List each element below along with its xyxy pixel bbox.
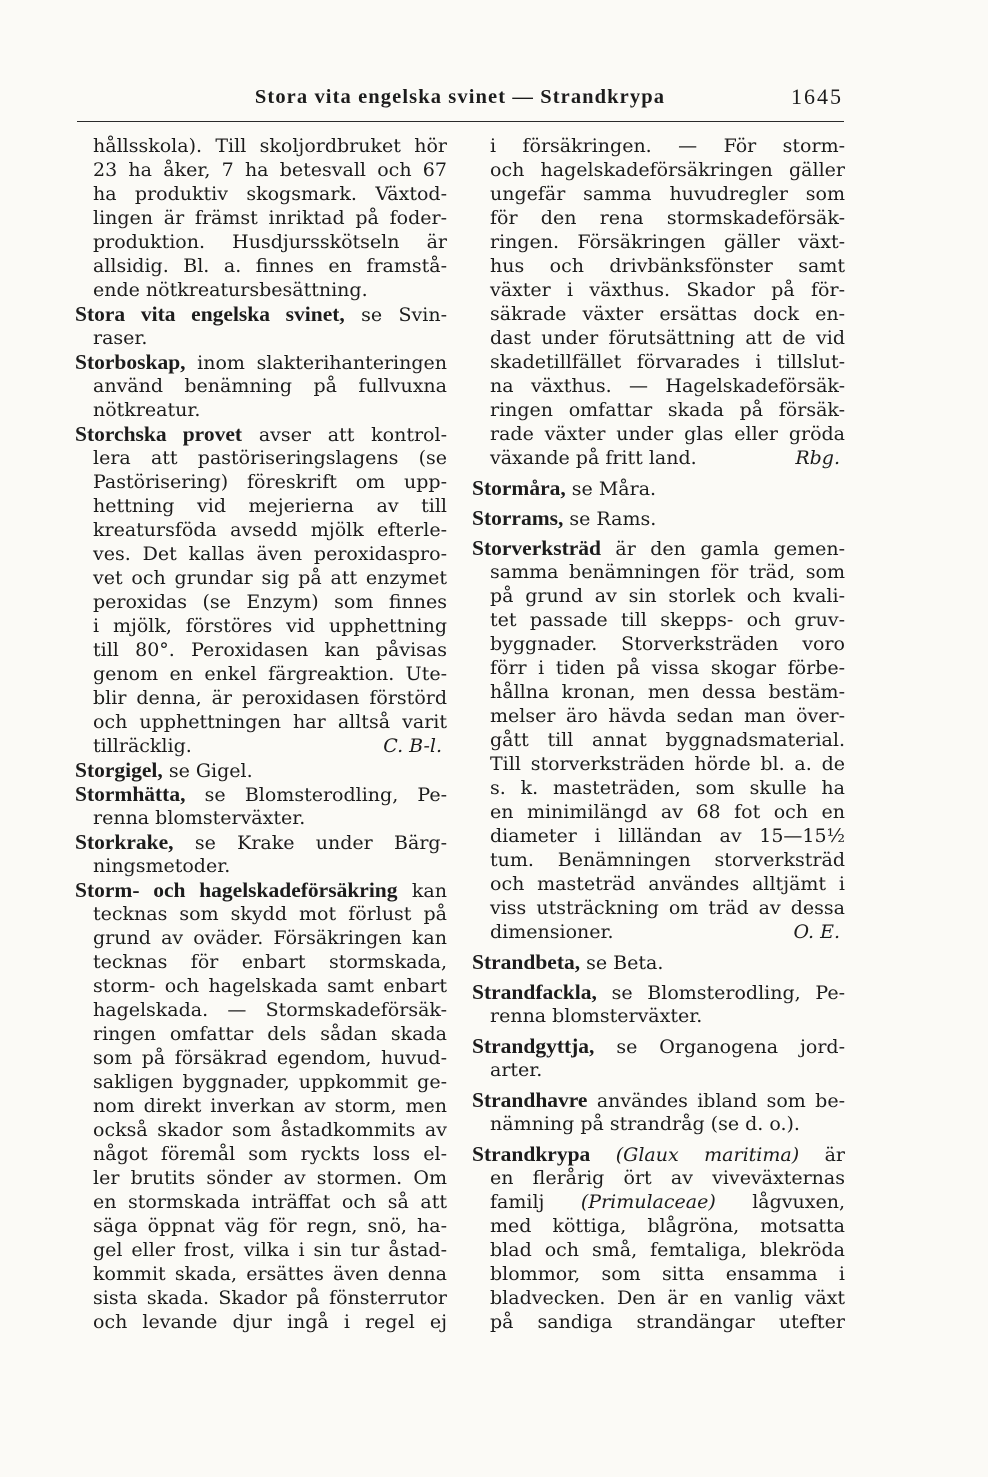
text-segment: se Rams. [563, 508, 657, 530]
text-line: vet och grundar sig på att enzymet [93, 567, 447, 589]
text-line [75, 782, 447, 806]
author-signature: C. B-l. [383, 735, 442, 757]
left-column [75, 134, 447, 1334]
headword: Strandkrypa [472, 1142, 591, 1166]
latin-name: (Primulaceae) [580, 1191, 716, 1213]
author-signature: O. E. [793, 921, 840, 943]
text-line: ringen omfattar skada på försäk- [490, 399, 845, 421]
running-head [75, 84, 845, 110]
text-line: rade växter under glas eller gröda [490, 423, 845, 445]
text-line: tum. Benämningen storverksträd [490, 849, 845, 871]
header-rule [77, 121, 844, 122]
text-line: 23 ha åker, 7 ha betesvall och 67 [93, 159, 447, 181]
text-segment: kan [397, 880, 447, 902]
text-line: hus och drivbänksfönster samt [490, 255, 845, 277]
text-segment: avser att kontrol- [242, 424, 447, 446]
text-line: kreatursföda avsedd mjölk efterle- [93, 519, 447, 541]
text-line: växter i växthus. Skador på för- [490, 279, 845, 301]
text-line: i försäkringen. — För storm- [490, 135, 845, 157]
text-line: lingen är främst inriktad på foder- [93, 207, 447, 229]
text-line [472, 506, 845, 530]
text-line: tecknas som skydd mot förlust på [93, 903, 447, 925]
text-line [472, 950, 845, 974]
text-segment: användes ibland som be- [587, 1090, 845, 1112]
text-line: blir denna, är peroxidasen förstörd [93, 687, 447, 709]
text-line: genom en enkel färgreaktion. Ute- [93, 663, 447, 685]
text-segment: är den gamla gemen- [600, 538, 845, 560]
text-line: storm- och hagelskada samt enbart [93, 975, 447, 997]
text-line [75, 422, 447, 446]
text-segment: se Måra. [565, 478, 657, 500]
headword: Storchska provet [75, 422, 243, 446]
headword: Stormhätta, [75, 782, 186, 806]
text-line: något föremål som ryckts loss el- [93, 1143, 447, 1165]
text-segment: växande på fritt land. [490, 447, 697, 469]
text-line [75, 734, 447, 758]
text-line: hållna kronan, men dessa bestäm- [490, 681, 845, 703]
text-line: ves. Det kallas även peroxidaspro- [93, 543, 447, 565]
headword: Stormåra, [472, 476, 566, 500]
text-line: gel eller frost, vilka i sin tur åstad- [93, 1239, 447, 1261]
headword: Strandgyttja, [472, 1034, 595, 1058]
text-line: ningsmetoder. [93, 855, 231, 877]
headword: Storgigel, [75, 758, 163, 782]
text-line: som på försäkrad egendom, huvud- [93, 1047, 447, 1069]
text-line [75, 758, 447, 782]
text-line: diameter i lilländan av 15—15½ [490, 825, 845, 847]
text-line: arter. [490, 1059, 543, 1081]
headword: Storboskap, [75, 350, 186, 374]
right-column [472, 134, 845, 1334]
text-line: och hagelskadeförsäkringen gäller [490, 159, 845, 181]
text-line: gått till annat byggnadsmaterial. [490, 729, 845, 751]
text-line: och levande djur ingå i regel ej [93, 1311, 447, 1333]
text-segment: se Beta. [580, 952, 664, 974]
author-signature: Rbg. [795, 447, 840, 469]
text-line: ler brutits sönder av stormen. Om [93, 1167, 447, 1189]
dictionary-entry [75, 758, 447, 782]
dictionary-entry [472, 1034, 845, 1082]
text-line: tet passade till skepps- och gruv- [490, 609, 845, 631]
text-line: en minimilängd av 68 fot och en [490, 801, 845, 823]
text-line: Till storverksträden hörde bl. a. de [490, 753, 845, 775]
latin-name: (Glaux maritima) [590, 1144, 800, 1166]
text-line [75, 878, 447, 902]
text-line: samma benämningen för träd, som [490, 561, 845, 583]
text-line [472, 920, 845, 944]
text-line: peroxidas (se Enzym) som finnes [93, 591, 447, 613]
dictionary-entry [472, 134, 845, 470]
text-line [472, 446, 845, 470]
text-line: sakligen byggnader, uppkommit ge- [93, 1071, 447, 1093]
text-segment: se Krake under Bärg- [173, 832, 447, 854]
dictionary-entry [472, 476, 845, 500]
dictionary-entry [472, 980, 845, 1028]
text-line: till 80°. Peroxidasen kan påvisas [93, 639, 447, 661]
headword: Strandhavre [472, 1088, 588, 1112]
text-line [472, 476, 845, 500]
text-line: också skador som åstadkommits av [93, 1119, 447, 1141]
text-line: blommor, som sitta ensamma i [490, 1263, 845, 1285]
text-line [472, 1190, 845, 1214]
text-line: renna blomsterväxter. [93, 807, 306, 829]
page-number: 1645 [791, 84, 843, 109]
text-line: blad och små, femtaliga, blekröda [490, 1239, 845, 1261]
text-line: lera att pastöriseringslagens (se [93, 447, 447, 469]
text-line: och upphettningen har alltså varit [93, 711, 447, 733]
text-line: nom direkt inverkan av storm, men [93, 1095, 447, 1117]
text-line: bladvecken. Den är en vanlig växt [490, 1287, 845, 1309]
text-line [472, 980, 845, 1004]
text-line: en stormskada inträffat och så att [93, 1191, 447, 1213]
text-line: i mjölk, förstöres vid upphettning [93, 615, 447, 637]
text-line: na växthus. — Hagelskadeförsäk- [490, 375, 845, 397]
text-line: sista skada. Skador på fönsterrutor [93, 1287, 447, 1309]
running-head-title: Stora vita engelska svinet — Strandkrypa [254, 86, 666, 108]
text-line: ende nötkreatursbesättning. [93, 279, 368, 301]
text-segment: dimensioner. [490, 921, 614, 943]
dictionary-entry [75, 830, 447, 878]
text-line [472, 1142, 845, 1166]
text-line: hållsskola). Till skoljordbruket hör [93, 135, 447, 157]
text-line: s. k. masteträden, som skulle ha [490, 777, 845, 799]
text-line [75, 830, 447, 854]
text-line: förr i tiden på vissa skogar förbe- [490, 657, 845, 679]
text-segment: inom slakterihanteringen [185, 352, 447, 374]
text-line: för den rena stormskadeförsäk- [490, 207, 845, 229]
text-segment: se Blomsterodling, Pe- [185, 784, 447, 806]
text-line: på grund av sin storlek och kvali- [490, 585, 845, 607]
text-line: produktion. Husdjursskötseln är [93, 231, 447, 253]
dictionary-entry [472, 1088, 845, 1136]
dictionary-entry [472, 1142, 845, 1334]
text-line: ringen omfattar dels sådan skada [93, 1023, 447, 1045]
headword: Storrams, [472, 506, 564, 530]
text-line: säkrade växter ersättas dock en- [490, 303, 845, 325]
text-segment: se Svin- [344, 304, 447, 326]
text-segment: se Blomsterodling, Pe- [596, 982, 845, 1004]
text-line: en flerårig ört av viveväxternas [490, 1167, 845, 1189]
text-line: renna blomsterväxter. [490, 1005, 703, 1027]
dictionary-entry [75, 302, 447, 350]
dictionary-entry [75, 422, 447, 758]
headword: Storkrake, [75, 830, 174, 854]
text-line: nötkreatur. [93, 399, 201, 421]
text-line: skadetillfället förvarades i tillslut- [490, 351, 845, 373]
text-line: med köttiga, blågröna, motsatta [490, 1215, 845, 1237]
text-line [75, 302, 447, 326]
text-line: kommit skada, ersättes även denna [93, 1263, 447, 1285]
text-line: nämning på strandråg (se d. o.). [490, 1113, 800, 1135]
text-line: ringen. Försäkringen gäller växt- [490, 231, 845, 253]
text-line [472, 1034, 845, 1058]
dictionary-entry [472, 536, 845, 944]
text-line [472, 1088, 845, 1112]
text-line: viss utsträckning om träd av dessa [490, 897, 845, 919]
text-line: och masteträd användes alltjämt i [490, 873, 845, 895]
text-line: ungefär samma huvudregler som [490, 183, 845, 205]
headword: Storm- och hagelskadeförsäkring [75, 878, 398, 902]
text-line: använd benämning på fullvuxna [93, 375, 447, 397]
dictionary-entry [472, 506, 845, 530]
text-line: på sandiga strandängar utefter [490, 1311, 845, 1333]
text-line [472, 536, 845, 560]
text-line: raser. [93, 327, 148, 349]
dictionary-entry [472, 950, 845, 974]
dictionary-entry [75, 782, 447, 830]
text-line: säga öppnat väg för regn, snö, ha- [93, 1215, 447, 1237]
text-line: tecknas för enbart stormskada, [93, 951, 447, 973]
headword: Strandfackla, [472, 980, 597, 1004]
text-line [75, 350, 447, 374]
text-line: grund av oväder. Försäkringen kan [93, 927, 447, 949]
dictionary-entry [75, 134, 447, 302]
text-line: hagelskada. — Stormskadeförsäk- [93, 999, 447, 1021]
text-segment: är [799, 1144, 846, 1166]
headword: Storverksträd [472, 536, 601, 560]
dictionary-entry [75, 878, 447, 1334]
text-segment: lågvuxen, [715, 1191, 845, 1213]
text-segment: se Organogena jord- [594, 1036, 845, 1058]
text-segment: familj [490, 1191, 581, 1213]
text-line: melser äro hävda sedan man över- [490, 705, 845, 727]
text-line: dast under förutsättning att de vid [490, 327, 845, 349]
text-line: byggnader. Storverksträden voro [490, 633, 845, 655]
dictionary-entry [75, 350, 447, 422]
text-segment: tillräcklig. [93, 735, 192, 757]
headword: Stora vita engelska svinet, [75, 302, 345, 326]
text-line: hettning vid mejerierna av till [93, 495, 447, 517]
text-line: allsidig. Bl. a. finnes en framstå- [93, 255, 447, 277]
text-segment: se Gigel. [162, 760, 253, 782]
text-line: Pastörisering) föreskrift om upp- [93, 471, 447, 493]
text-line: ha produktiv skogsmark. Växtod- [93, 183, 447, 205]
headword: Strandbeta, [472, 950, 581, 974]
